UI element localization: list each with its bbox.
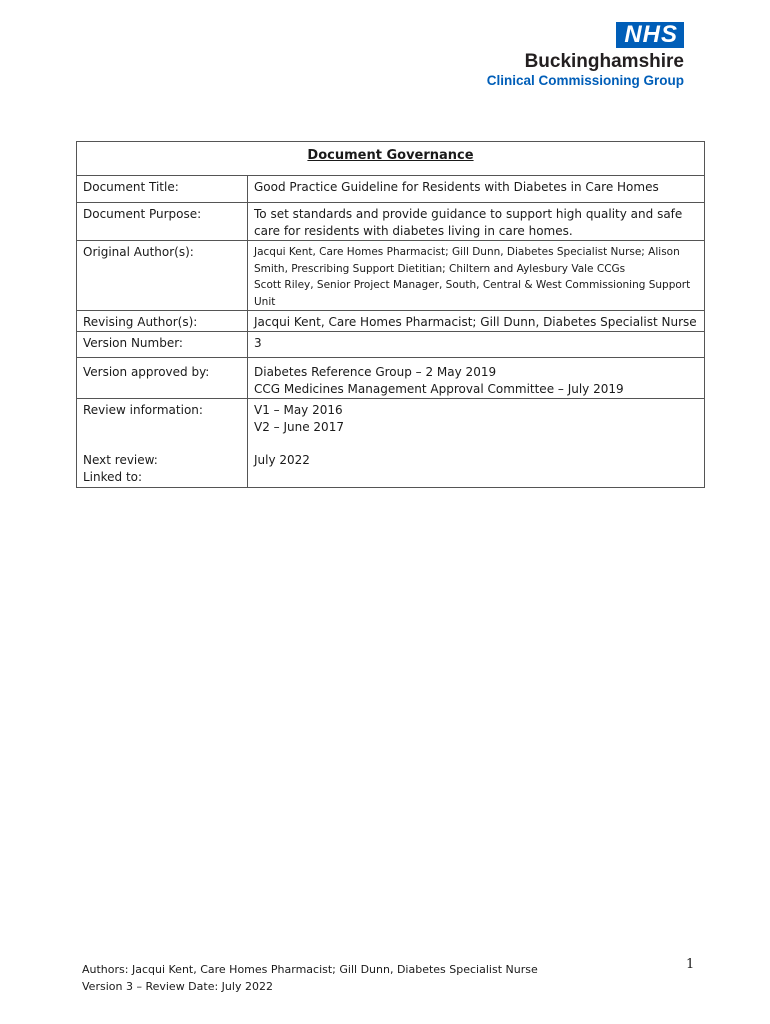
review-line: V2 – June 2017	[254, 420, 344, 434]
table-title: Document Governance	[77, 142, 705, 176]
row-value: Good Practice Guideline for Residents with Diabetes in Care Homes	[248, 176, 705, 203]
approval-line: CCG Medicines Management Approval Committee – July 2019	[254, 382, 624, 396]
table-row	[77, 332, 705, 358]
next-review-label: Next review:	[83, 453, 158, 467]
linked-to-label: Linked to:	[83, 470, 143, 484]
table-row	[77, 452, 705, 488]
row-label: Original Author(s):	[77, 241, 248, 311]
nhs-logo: NHS	[616, 22, 684, 48]
page-footer	[82, 961, 538, 995]
table-row	[77, 311, 705, 332]
nhs-logo-block	[487, 22, 684, 89]
row-value: Jacqui Kent, Care Homes Pharmacist; Gill Dunn, Diabetes Specialist Nurse	[248, 311, 705, 332]
row-label: Version approved by:	[77, 358, 248, 399]
table-row	[77, 176, 705, 203]
table-row	[77, 203, 705, 241]
row-label: Revising Author(s):	[77, 311, 248, 332]
footer-authors: Authors: Jacqui Kent, Care Homes Pharmacist; Gill Dunn, Diabetes Specialist Nurse	[82, 963, 538, 976]
table-row	[77, 358, 705, 399]
row-value	[248, 452, 705, 488]
original-authors-line: Scott Riley, Senior Project Manager, South, Central & West Commissioning Support Unit	[254, 279, 691, 308]
row-label: Review information:	[77, 399, 248, 453]
page-number: 1	[686, 957, 695, 972]
table-row	[77, 241, 705, 311]
next-review-value: July 2022	[254, 453, 310, 467]
footer-version: Version 3 – Review Date: July 2022	[82, 980, 273, 993]
row-label: Document Title:	[77, 176, 248, 203]
document-governance-table	[76, 141, 705, 488]
row-label: Document Purpose:	[77, 203, 248, 241]
review-line: V1 – May 2016	[254, 403, 343, 417]
row-value: 3	[248, 332, 705, 358]
row-value	[248, 241, 705, 311]
org-name: Buckinghamshire	[524, 51, 684, 72]
table-row	[77, 399, 705, 453]
approval-line: Diabetes Reference Group – 2 May 2019	[254, 365, 497, 379]
original-authors-line: Jacqui Kent, Care Homes Pharmacist; Gill Dunn, Diabetes Specialist Nurse; Alison Smith, Prescribing Support Dietitian; Chiltern and Aylesbury Vale CCGs	[254, 246, 680, 275]
row-value: To set standards and provide guidance to support high quality and safe care for residents with diabetes living in care homes.	[248, 203, 705, 241]
row-label: Version Number:	[77, 332, 248, 358]
row-value	[248, 358, 705, 399]
org-subtitle: Clinical Commissioning Group	[486, 73, 684, 88]
row-label	[77, 452, 248, 488]
row-value	[248, 399, 705, 453]
